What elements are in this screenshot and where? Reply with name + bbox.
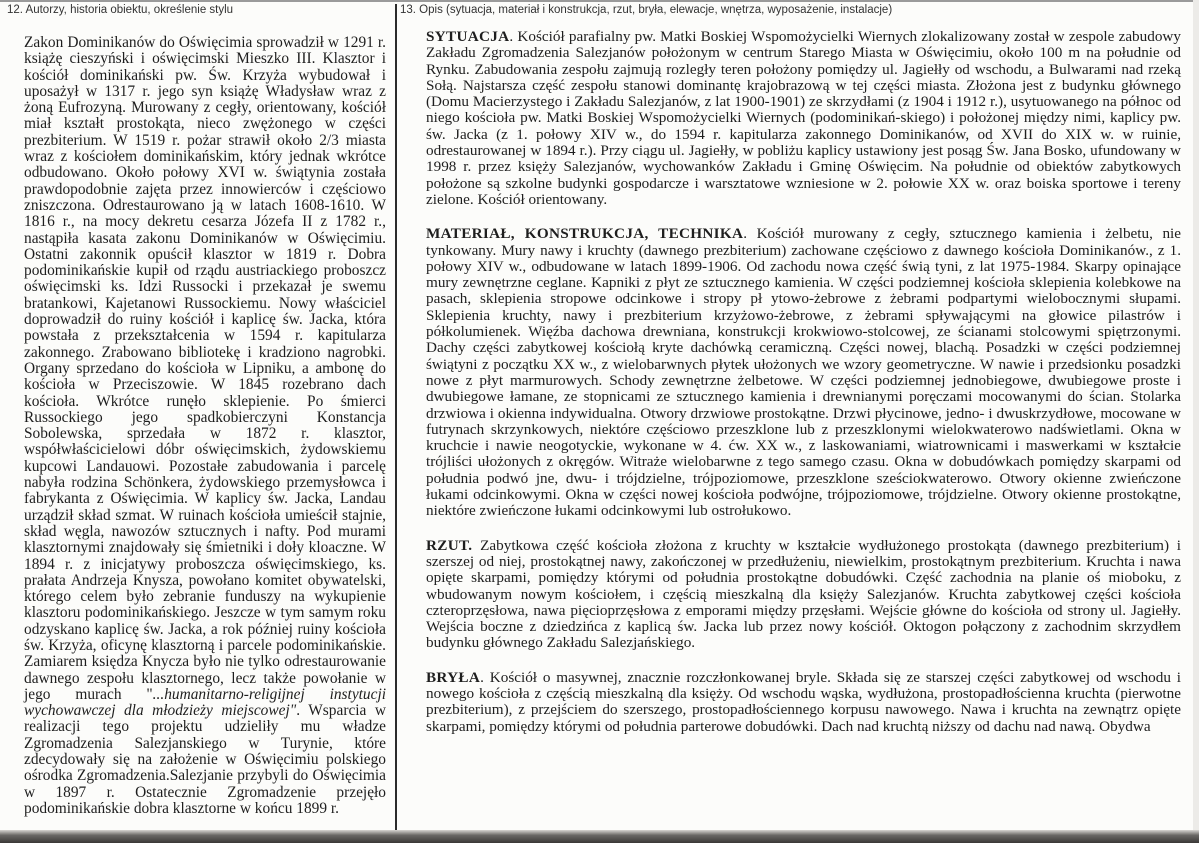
history-paragraph [24,35,386,817]
column-divider [395,4,397,830]
history-text-end: . Wsparcia w realizacji tego projektu udzieliły mu władze Zgromadzenia Salezjanskiego w Turynie, które zdecydowały się na założenie w Oświęcimiu polskiego ośrodka Zgromadzenia.Salezjanie przybyli do Oświęcimia w 1897 r. Ostatecznie Zgromadzenie przejęło podominikańskie dobra klasztorne w końcu 1899 r. [24,702,386,817]
section-material [426,226,1181,519]
section-title: RZUT. [426,536,473,554]
section-title: MATERIAŁ, KONSTRUKCJA, TECHNIKA [426,225,744,243]
description-column [426,29,1181,753]
left-column-header: 12. Autorzy, historia obiektu, określenie stylu [7,4,234,16]
page-edge [1193,0,1199,830]
section-text: . Kościół o masywnej, znacznie rozczłonkowanej bryle. Składa się ze starszej części zabytkowej od wschodu i nowego kościoła z częścią mieszkalną dla księży. Od wschodu wąska, wydłużona, prostopadłościenna kruchta (pierwotne prezbiterium), z przejściem do szerszego, prostopadłościennego korpusu nawowego. Nawa i kruchta na zewnątrz opięte skarpami, pomiędzy którymi od południa parterowe dobudówki. Dach nad kruchtą niższy od dachu nad nawą. Obydwa [426,668,1181,735]
scan-bottom-edge [0,830,1199,843]
section-sytuacja [426,29,1181,208]
section-text: Zabytkowa część kościoła złożona z kruchty w kształcie wydłużonego prostokąta (dawnego prezbiterium) i szerszej od niej, prostokątnej nawy, zakończonej w przedłużeniu, niewielkim, prostokątnym prezbiterium. Kruchta i nawa opięte skarpami, pomiędzy którymi od południa prostokątne dobudówki. Część zachodnia na planie oś mioboku, z wbudowanym nowym kościołem, i częścią mieszkalną dla księży Salezjanów. Kruchta zabytkowej części kościoła czteroprzęsłowa, nawa pięcioprzęsłowa z emporami między przęsłami. Wejście główne do kościoła od strony ul. Jagiełły. Wejścia boczne z dziedzińca z kaplicą św. Jacka lub przez nowy kościół. Oktogon połączony z zachodnim skrzydłem budynku głównego Zakładu Salezjańskiego. [426,536,1181,652]
section-text: . Kościół murowany z cegły, sztucznego kamienia i żelbetu, nie tynkowany. Mury nawy i kruchty (dawnego prezbiterium) zachowane częściowo z dawnego kościoła Dominikanów., z 1. połowy XIV w., odbudowane w latach 1899-1906. Od zachodu nowa część świą tyni, z lat 1975-1984. Skarpy opinające mury zewnętrzne ceglane. Kapniki z płyt ze sztucznego kamienia. W części podziemnej kościoła sklepienia kolebkowe na pasach, sklepienia stropowe odcinkowe i stropy pł ytowo-żebrowe z żebrami podpartymi wielobocznymi słupami. Sklepienia kruchty, nawy i prezbiterium krzyżowo-żebrowe, z żebrami spływającymi na głowice pilastrów i półkolumienek. Więźba dachowa drewniana, konstrukcji krokwiowo-stolcowej, ze ścianami stolcowymi spiętrzonymi. Dachy części zabytkowej kościołą kryte dachówką ceramiczną. Części nowej, blachą. Posadzki w części podziemnej świątyni z początku XX w., z wielobarwnych płytek ułożonych we wzory geometryczne. W nawie i przedsionku posadzki nowe z płyt marmurowych. Schody zewnętrzne żelbetowe. W części podziemnej jednobiegowe, dwubiegowe proste i dwubiegowe łamane, ze stopnicami ze sztucznego kamienia i drewnianymi poręczami mocowanymi do ścian. Stolarka drzwiowa i okienna indywidualna. Otwory drzwiowe prostokątne. Drzwi płycinowe, jedno- i dwuskrzydłowe, mocowane w futrynach skrzynkowych, niektóre częściowo przeszklone lub z przeszklonymi wielokwaterowo nadświetlami. Okna w kruchcie i nawie neogotyckie, wykonane w 4. ćw. XX w., z laskowaniami, wiatrownicami i maswerkami w kształcie trójliści ułożonych z okręgów. Witraże wielobarwne z tego samego czasu. Okna w dobudówkach pomiędzy skarpami od południa podwó jne, dwu- i trójdzielne, trójpoziomowe, przeszklone sześciokwaterowo. Otwory okienne zwieńczone łukami odcinkowymi. Okna w części nowej kościoła podwójne, trójpoziomowe, trójdzielne. Otwory okienne prostokątne, niektóre zwieńczone łukami odcinkowymi lub ostrołukowo. [426,225,1181,520]
section-text: . Kościół parafialny pw. Matki Boskiej Wspomożycielki Wiernych zlokalizowany został w zespole zabudowy Zakładu Zgromadzenia Salezjanów położonym w centrum Starego Miasta w Oświęcimiu, około 100 m na południe od Rynku. Zabudowania zespołu zajmują rozległy teren położony pomiędzy ul. Jagiełły od wschodu, a Bulwarami nad rzeką Sołą. Najstarsza część zespołu stanowi dominantę krajobrazową w tej części miasta. Złożona jest z budynku głównego (Domu Macierzystego i Zakładu Salezjanów, z lat 1900-1901) ze skrzydłami (z 1904 i 1912 r.), usytuowanego na północ od niego kościoła pw. Matki Boskiej Wspomożycielki Wiernych (podominikań-skiego) i położonej między nimi, kaplicy pw. św. Jacka (z 1. połowy XIV w., do 1594 r. kapitularza zakonnego Dominikanów, od XVII do XIX w. w ruinie, odrestaurowanej w 1894 r.). Przy ciągu ul. Jagiełły, w pobliżu kaplicy ustawiony jest posąg Św. Jana Bosko, ufundowany w 1998 r. przez księży Salezjanów, wychowanków Zakładu i Gminę Oświęcim. Na południe od obiektów zabytkowych położone są szkolne budynki gospodarcze i warsztatowe wzniesione w 2. połowie XX w. oraz boiska sportowe i tereny zielone. Kościół orientowany. [426,28,1181,208]
section-title: BRYŁA [426,668,481,686]
top-rule [0,0,1199,2]
section-rzut [426,538,1181,652]
history-quote: ...humanitarno-religijnej instytucji wychowawczej dla młodzieży miejscowej" [24,685,387,720]
right-column-header: 13. Opis (sytuacja, materiał i konstrukcja, rzut, bryła, elewacje, wnętrza, wyposażenie, instalacje) [400,4,893,16]
section-bryla [426,670,1181,735]
history-text: Zakon Dominikanów do Oświęcimia sprowadził w 1291 r. książę cieszyński i oświęcimski Mieszko III. Klasztor i kościół dominikański pw. Św. Krzyża wybudował i uposażył w 1317 r. jego syn książę Władysław wraz z żoną Eufrozyną. Murowany z cegły, orientowany, kościół miał kształt prostokąta, nieco zwężonego w części prezbiterium. W 1519 r. pożar strawił około 2/3 miasta wraz z kościołem dominikańskim, który jednak wkrótce odbudowano. Około połowy XVI w. świątynia została prawdopodobnie zajęta przez innowierców i częściowo zniszczona. Odrestaurowano ją w latach 1608-1610. W 1816 r., na mocy dekretu cesarza Józefa II z 1782 r., nastąpiła kasata zakonu Dominikanów w Oświęcimiu. Ostatni zakonnik opuścił klasztor w 1819 r. Dobra podominikańskie kupił od rządu austriackiego proboszcz oświęcimski ks. Idzi Russocki i przekazał je swemu bratankowi, Kajetanowi Russockiemu. Nowy właściciel doprowadził do ruiny kościół i kaplicę św. Jacka, która powstała z przekształcenia w 1594 r. kapitularza zakonnego. Zrabowano bibliotekę i kradziono nagrobki. Organy sprzedano do kościoła w Lipniku, a ambonę do kościoła w Przeciszowie. W 1845 rozebrano dach kościoła. Wkrótce runęło sklepienie. Po śmierci Russockiego jego spadkobierczyni Konstancja Sobolewska, sprzedała w 1872 r. klasztor, współwłaścicielowi dóbr oświęcimskich, żydowskiemu kupcowi Landauowi. Pozostałe zabudowania i parcelę nabyła rodzina Schönkera, żydowskiego przemysłowca i fabrykanta z Oświęcimia. W kaplicy św. Jacka, Landau urządził skład szmat. W ruinach kościoła umieścił stajnie, skład węgla, nawozów sztucznych i nafty. Pod murami klasztornymi znajdowały się śmietniki i doły kloaczne. W 1894 r. z inicjatywy proboszcza oświęcimskiego, ks. prałata Andrzeja Knysza, powołano komitet obywatelski, którego celem było zebranie funduszy na wykupienie klasztoru podominikańskiego. Jeszcze w tym samym roku odzyskano kaplicę św. Jacka, a rok później ruiny kościoła św. Krzyża, oficynę klasztorną i parcele podominikańskie. Zamiarem księdza Knycza było nie tylko odrestaurowanie dawnego zespołu klasztornego, lecz także powołanie w jego murach " [24,34,386,703]
section-title: SYTUACJA [426,28,510,45]
history-column [24,35,386,817]
